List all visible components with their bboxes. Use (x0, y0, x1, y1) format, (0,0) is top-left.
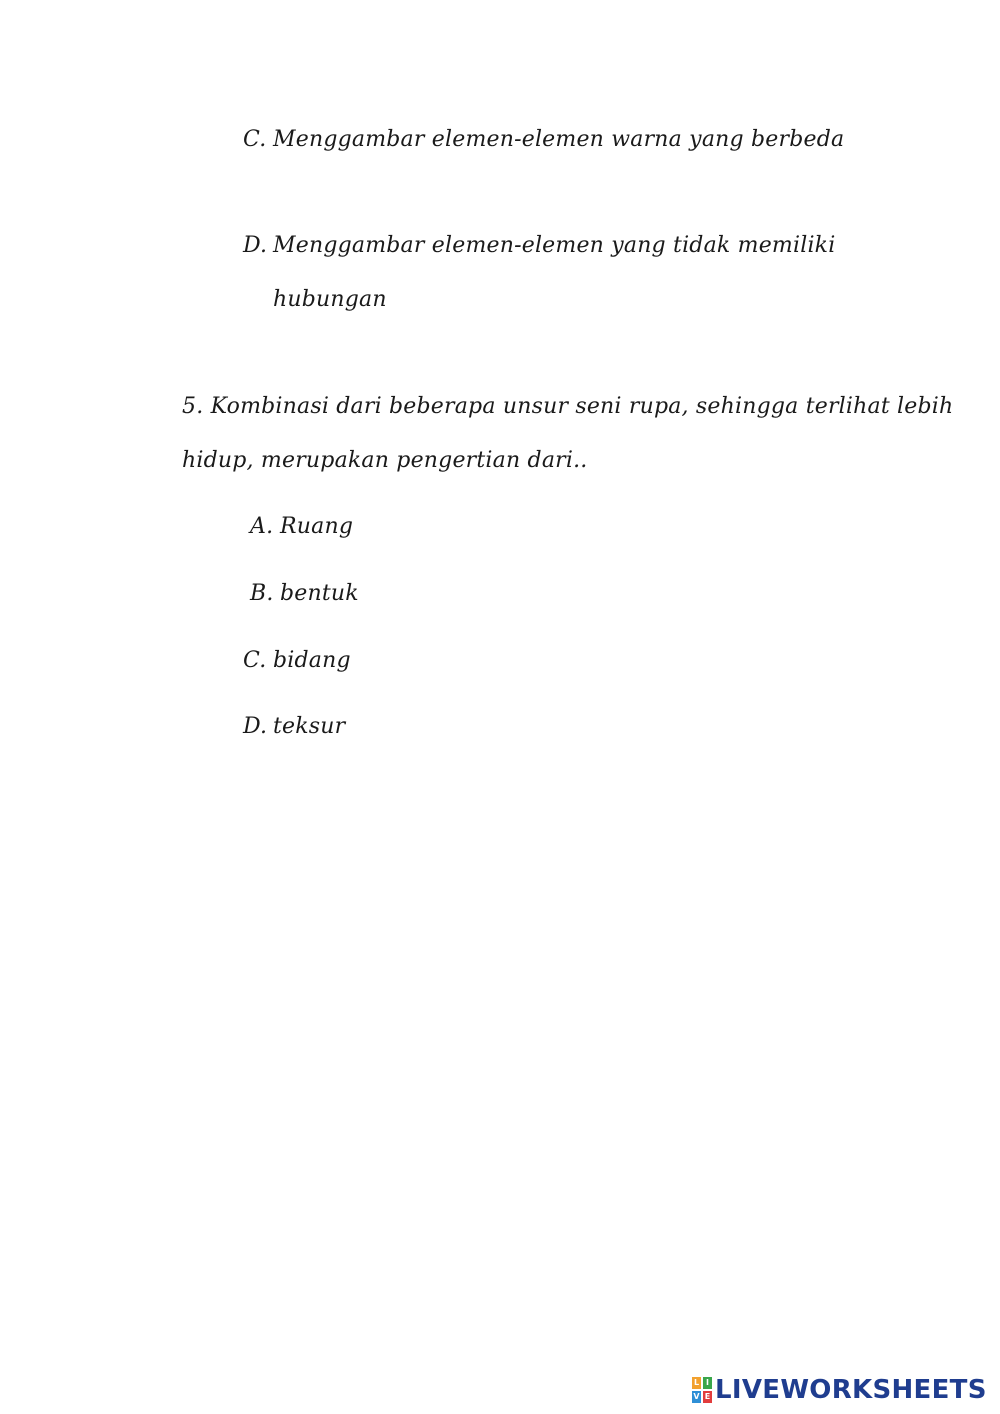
option-text: teksur (273, 714, 346, 739)
option-letter: C. (243, 127, 267, 152)
option-text: Menggambar elemen-elemen yang tidak memiliki (273, 233, 836, 258)
logo-text: LIVEWORKSHEETS (715, 1375, 987, 1405)
answer-option-b[interactable] (250, 579, 359, 609)
option-text: Menggambar elemen-elemen warna yang berbeda (273, 127, 845, 152)
answer-option-d[interactable] (243, 712, 345, 742)
logo-mark-cell: I (703, 1377, 712, 1389)
answer-option-a[interactable] (250, 512, 353, 542)
logo-mark-cell: V (693, 1392, 700, 1401)
option-text: bidang (273, 648, 351, 673)
question-5-line-1 (182, 392, 953, 422)
option-letter: D. (243, 714, 268, 739)
question-5-line-2: hidup, merupakan pengertian dari.. (182, 448, 588, 473)
option-letter: C. (243, 648, 267, 673)
option-text: bentuk (280, 581, 359, 606)
question-text-line-1: Kombinasi dari beberapa unsur seni rupa, sehingga terlihat lebih (210, 394, 954, 419)
liveworksheets-logo (692, 1374, 987, 1406)
question-number: 5. (182, 394, 204, 419)
option-text: Ruang (280, 514, 354, 539)
option-d-prev (243, 231, 835, 261)
option-d-prev-continuation: hubungan (273, 287, 387, 312)
logo-mark-icon (692, 1377, 712, 1403)
answer-option-c[interactable] (243, 646, 351, 676)
option-letter: A. (250, 514, 274, 539)
logo-mark-cell: L (693, 1378, 700, 1387)
logo-mark-cell: E (704, 1392, 711, 1401)
option-letter: D. (243, 233, 268, 258)
option-letter: B. (250, 581, 274, 606)
option-c-prev (243, 125, 844, 155)
